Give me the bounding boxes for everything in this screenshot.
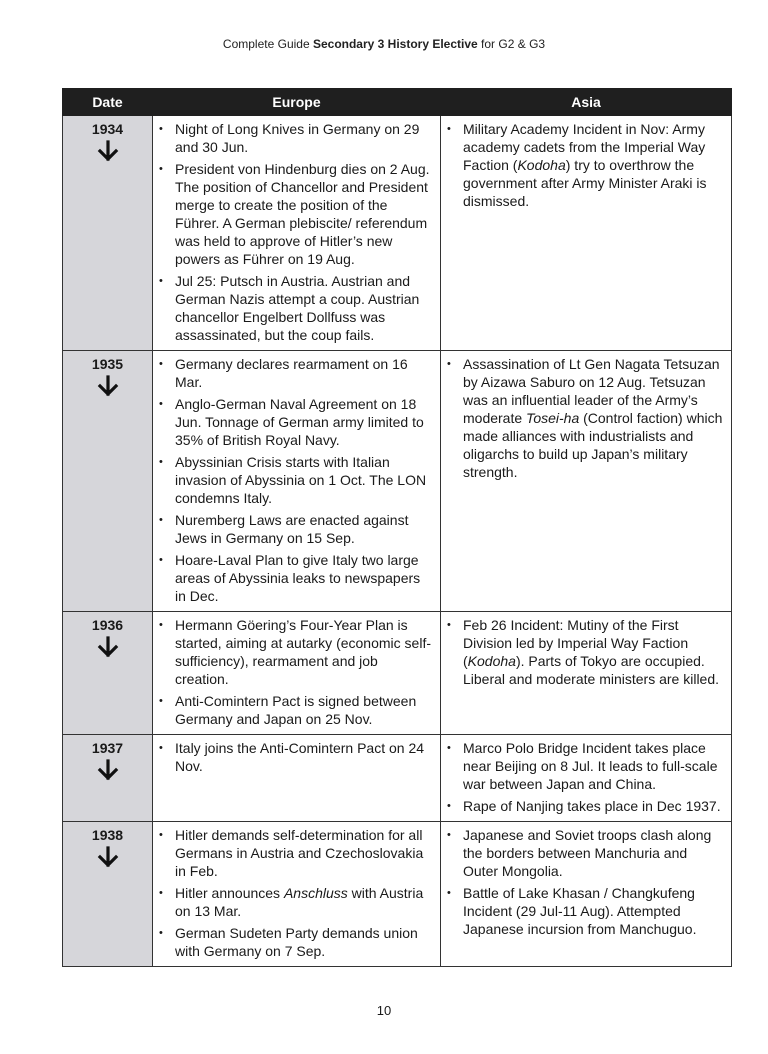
- event-text: Assassination of Lt Gen Nagata Tetsuzan by Aizawa Saburo on 12 Aug. Tetsuzan was an influential leader of the Army’s moderate Tosei-ha (Control faction) which made alliances with industrialists and oligarchs to build up Japan’s military strength.: [463, 356, 723, 480]
- europe-event-list: [159, 739, 434, 775]
- bullet-icon: •: [447, 742, 451, 754]
- bullet-icon: •: [159, 514, 163, 526]
- asia-event-list: [447, 120, 725, 210]
- list-item: [159, 692, 434, 728]
- event-text: German Sudeten Party demands union with Germany on 7 Sep.: [175, 925, 418, 959]
- europe-event-list: [159, 616, 434, 728]
- europe-event-list: [159, 826, 434, 960]
- asia-event-list: [447, 739, 725, 815]
- europe-column-header: Europe: [153, 89, 441, 116]
- year-label: 1938: [91, 827, 124, 843]
- event-text: Hermann Göering’s Four-Year Plan is started, aiming at autarky (economic self-sufficiency), rearmament and job creation.: [175, 617, 431, 687]
- bullet-icon: •: [159, 829, 163, 841]
- event-text: Jul 25: Putsch in Austria. Austrian and German Nazis attempt a coup. Austrian chancellor Engelbert Dollfuss was assassinated, but the coup fails.: [175, 273, 420, 343]
- table-row: [63, 351, 732, 612]
- down-arrow-icon: [97, 636, 119, 658]
- down-arrow-icon: [97, 846, 119, 868]
- bullet-icon: •: [159, 123, 163, 135]
- europe-cell: [153, 351, 441, 612]
- europe-cell: [153, 116, 441, 351]
- list-item: [447, 120, 725, 210]
- event-text: Hitler announces Anschluss with Austria on 13 Mar.: [175, 885, 424, 919]
- page-header: [0, 37, 768, 51]
- list-item: [159, 355, 434, 391]
- bullet-icon: •: [159, 554, 163, 566]
- event-text: Battle of Lake Khasan / Changkufeng Incident (29 Jul-11 Aug). Attempted Japanese incursion from Manchuguo.: [463, 885, 697, 937]
- event-text: Military Academy Incident in Nov: Army academy cadets from the Imperial Way Faction (Kodoha) try to overthrow the government after Army Minister Araki is dismissed.: [463, 121, 707, 209]
- asia-column-header: Asia: [441, 89, 732, 116]
- bullet-icon: •: [159, 927, 163, 939]
- date-cell: [63, 116, 153, 351]
- event-text: Abyssinian Crisis starts with Italian invasion of Abyssinia on 1 Oct. The LON condemns Italy.: [175, 454, 427, 506]
- asia-cell: [441, 351, 732, 612]
- table-row: [63, 735, 732, 822]
- list-item: [159, 616, 434, 688]
- event-text: Night of Long Knives in Germany on 29 and 30 Jun.: [175, 121, 420, 155]
- event-text: Rape of Nanjing takes place in Dec 1937.: [463, 798, 721, 814]
- bullet-icon: •: [159, 275, 163, 287]
- bullet-icon: •: [447, 358, 451, 370]
- table-header-row: [63, 89, 732, 116]
- list-item: [447, 355, 725, 481]
- header-bold: Secondary 3 History Elective: [312, 37, 478, 51]
- bullet-icon: •: [447, 800, 451, 812]
- event-text: Marco Polo Bridge Incident takes place near Beijing on 8 Jul. It leads to full-scale war between Japan and China.: [463, 740, 718, 792]
- event-text: Anglo-German Naval Agreement on 18 Jun. Tonnage of German army limited to 35% of British Royal Navy.: [175, 396, 424, 448]
- asia-event-list: [447, 616, 725, 688]
- list-item: [159, 120, 434, 156]
- bullet-icon: •: [159, 358, 163, 370]
- asia-cell: [441, 735, 732, 822]
- date-cell: [63, 735, 153, 822]
- list-item: [159, 884, 434, 920]
- list-item: [159, 453, 434, 507]
- date-cell: [63, 822, 153, 967]
- asia-cell: [441, 116, 732, 351]
- asia-cell: [441, 612, 732, 735]
- event-text: Germany declares rearmament on 16 Mar.: [175, 356, 408, 390]
- asia-event-list: [447, 826, 725, 938]
- list-item: [447, 797, 725, 815]
- bullet-icon: •: [159, 742, 163, 754]
- date-column-header: Date: [63, 89, 153, 116]
- page-number: 10: [376, 1003, 392, 1018]
- bullet-icon: •: [159, 456, 163, 468]
- timeline-table: [62, 88, 732, 967]
- list-item: [447, 616, 725, 688]
- event-text: Nuremberg Laws are enacted against Jews in Germany on 15 Sep.: [175, 512, 409, 546]
- bullet-icon: •: [159, 163, 163, 175]
- list-item: [159, 924, 434, 960]
- date-cell: [63, 612, 153, 735]
- event-text: Anti-Comintern Pact is signed between Germany and Japan on 25 Nov.: [175, 693, 417, 727]
- event-text: Italy joins the Anti-Comintern Pact on 24 Nov.: [175, 740, 425, 774]
- bullet-icon: •: [447, 829, 451, 841]
- table-row: [63, 116, 732, 351]
- list-item: [159, 272, 434, 344]
- list-item: [447, 884, 725, 938]
- event-text: President von Hindenburg dies on 2 Aug. The position of Chancellor and President merge to create the position of the Führer. A German plebiscite/ referendum was held to approve of Hitler’s new powers as Führer on 19 Aug.: [175, 161, 430, 267]
- down-arrow-icon: [97, 759, 119, 781]
- event-text: Japanese and Soviet troops clash along the borders between Manchuria and Outer Mongolia.: [463, 827, 712, 879]
- table-row: [63, 612, 732, 735]
- header-prefix: Complete Guide: [222, 37, 313, 51]
- europe-cell: [153, 822, 441, 967]
- bullet-icon: •: [159, 887, 163, 899]
- list-item: [159, 160, 434, 268]
- list-item: [447, 826, 725, 880]
- list-item: [159, 826, 434, 880]
- europe-event-list: [159, 355, 434, 605]
- bullet-icon: •: [159, 619, 163, 631]
- list-item: [447, 739, 725, 793]
- bullet-icon: •: [447, 887, 451, 899]
- year-label: 1934: [91, 121, 124, 137]
- event-text: Feb 26 Incident: Mutiny of the First Division led by Imperial Way Faction (Kodoha). Parts of Tokyo are occupied. Liberal and moderate ministers are killed.: [463, 617, 720, 687]
- list-item: [159, 511, 434, 547]
- header-suffix: for G2 & G3: [477, 37, 546, 51]
- year-label: 1937: [91, 740, 124, 756]
- asia-event-list: [447, 355, 725, 481]
- event-text: Hoare-Laval Plan to give Italy two large areas of Abyssinia leaks to newspapers in Dec.: [175, 552, 421, 604]
- down-arrow-icon: [97, 375, 119, 397]
- asia-cell: [441, 822, 732, 967]
- table-row: [63, 822, 732, 967]
- year-label: 1935: [91, 356, 124, 372]
- europe-cell: [153, 612, 441, 735]
- bullet-icon: •: [159, 398, 163, 410]
- europe-event-list: [159, 120, 434, 344]
- date-cell: [63, 351, 153, 612]
- list-item: [159, 395, 434, 449]
- list-item: [159, 739, 434, 775]
- bullet-icon: •: [447, 123, 451, 135]
- bullet-icon: •: [159, 695, 163, 707]
- down-arrow-icon: [97, 140, 119, 162]
- bullet-icon: •: [447, 619, 451, 631]
- event-text: Hitler demands self-determination for all Germans in Austria and Czechoslovakia in Feb.: [175, 827, 424, 879]
- year-label: 1936: [91, 617, 124, 633]
- list-item: [159, 551, 434, 605]
- europe-cell: [153, 735, 441, 822]
